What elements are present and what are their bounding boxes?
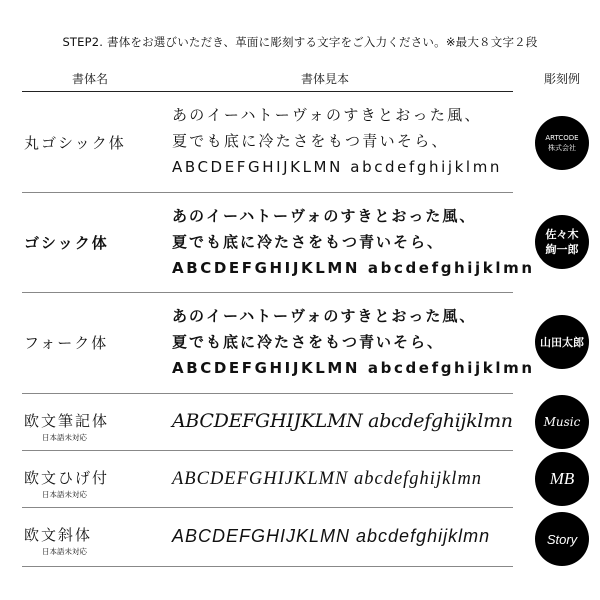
engraving-example: Story — [535, 512, 589, 566]
font-note: 日本語未対応 — [42, 490, 87, 499]
font-sample — [172, 466, 482, 492]
header-font-name: 書体名 — [72, 72, 109, 86]
header-font-sample: 書体見本 — [301, 72, 350, 86]
font-row-gothic[interactable] — [0, 193, 600, 292]
font-name: ゴシック体 — [24, 234, 109, 252]
sample-line: ABCDEFGHIJKLMN abcdefghijklmn — [172, 359, 535, 377]
engraving-example: MB — [535, 452, 589, 506]
header-engraving-example: 彫刻例 — [544, 72, 581, 86]
sample-line: ABCDEFGHIJKLMN abcdefghijklmn — [172, 410, 513, 432]
font-row-maru-gothic[interactable] — [0, 92, 600, 192]
instruction-text: STEP2. 書体をお選びいただき、革面に彫刻する文字をご入力ください。※最大８文字２段 — [62, 35, 538, 49]
font-sample — [172, 408, 513, 434]
font-name: 欧文斜体 日本語未対応 — [24, 526, 93, 556]
font-sample — [172, 523, 490, 549]
engraving-example: Music — [535, 395, 589, 449]
sample-line: ABCDEFGHIJKLMN abcdefghijklmn — [172, 469, 483, 489]
font-sample — [172, 203, 535, 281]
sample-line: あのイーハトーヴォのすきとおった風、 — [172, 106, 482, 124]
font-name: フォーク体 — [24, 334, 109, 352]
font-name: 欧文ひげ付 日本語未対応 — [24, 469, 110, 499]
row-divider — [22, 566, 513, 567]
engraving-example: 山田太郎 — [535, 315, 589, 369]
sample-line: ABCDEFGHIJKLMN abcdefghijklmn — [172, 158, 503, 176]
engraving-example: 佐々木 絢一郎 — [535, 215, 589, 269]
font-row-serif[interactable] — [0, 451, 600, 507]
sample-line: 夏でも底に冷たさをもつ青いそら、 — [172, 333, 445, 351]
sample-line: あのイーハトーヴォのすきとおった風、 — [172, 207, 477, 225]
font-sample — [172, 303, 535, 381]
sample-line: ABCDEFGHIJKLMN abcdefghijklmn — [172, 526, 491, 546]
font-name: 丸ゴシック体 — [24, 134, 126, 152]
font-note: 日本語未対応 — [42, 547, 87, 556]
sample-line: あのイーハトーヴォのすきとおった風、 — [172, 307, 477, 325]
font-name: 欧文筆記体 日本語未対応 — [24, 412, 110, 442]
font-row-script[interactable] — [0, 394, 600, 450]
sample-line: 夏でも底に冷たさをもつ青いそら、 — [172, 233, 445, 251]
font-row-italic[interactable] — [0, 508, 600, 566]
font-note: 日本語未対応 — [42, 433, 87, 442]
font-sample — [172, 102, 502, 180]
sample-line: ABCDEFGHIJKLMN abcdefghijklmn — [172, 259, 535, 277]
font-row-folk[interactable] — [0, 293, 600, 393]
engraving-example: ARTCODE 株式会社 — [535, 116, 589, 170]
sample-line: 夏でも底に冷たさをもつ青いそら、 — [172, 132, 449, 150]
